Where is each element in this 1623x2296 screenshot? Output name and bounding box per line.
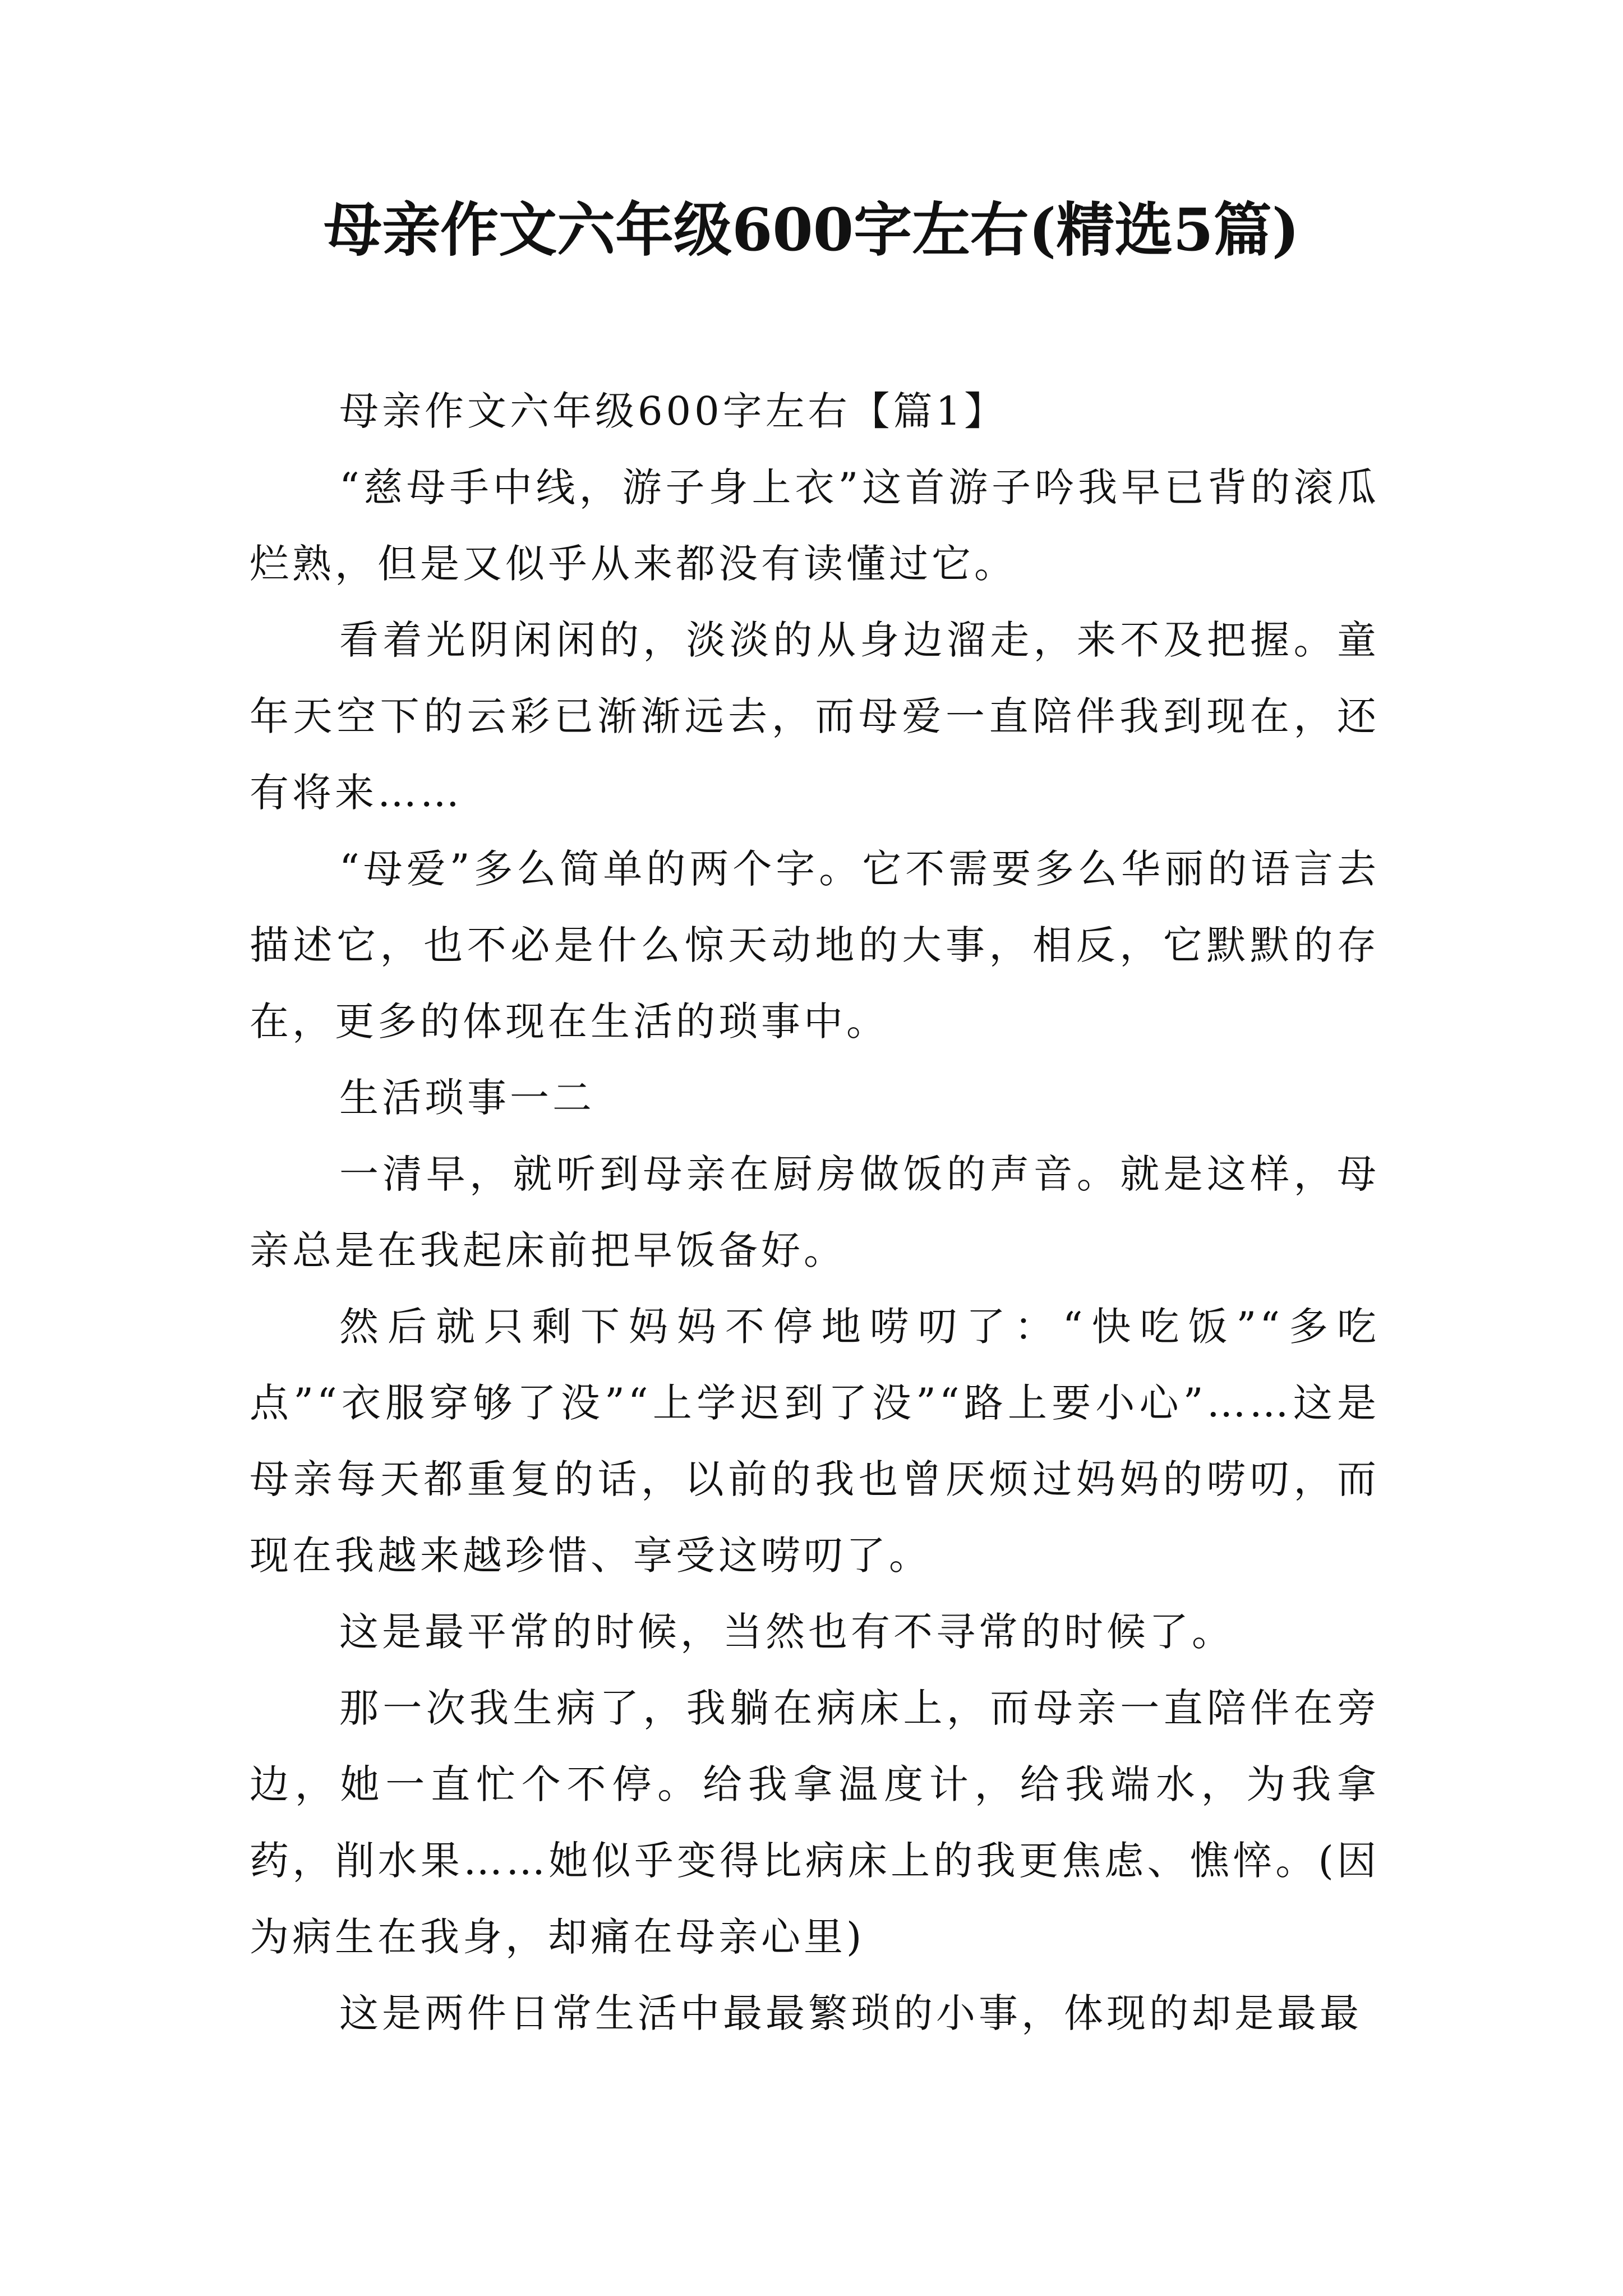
paragraph: 然后就只剩下妈妈不停地唠叨了：“快吃饭”“多吃点”“衣服穿够了没”“上学迟到了没”“路上要小心”……这是母亲每天都重复的话，以前的我也曾厌烦过妈妈的唠叨，而现在我越来越珍惜、享受这唠叨了。 [250,1304,1380,1579]
paragraph: “母爱”多么简单的两个字。它不需要多么华丽的语言去描述它，也不必是什么惊天动地的大事，相反，它默默的存在，更多的体现在生活的琐事中。 [250,846,1380,1045]
paragraph: 那一次我生病了，我躺在病床上，而母亲一直陪伴在旁边，她一直忙个不停。给我拿温度计，给我端水，为我拿药，削水果……她似乎变得比病床上的我更焦虑、憔悴。(因为病生在我身，却痛在母亲心里) [250,1685,1380,1960]
paragraph: “慈母手中线，游子身上衣”这首游子吟我早已背的滚瓜烂熟，但是又似乎从来都没有读懂过它。 [250,464,1380,587]
paragraph: 这是两件日常生活中最最繁琐的小事，体现的却是最最 [339,1990,1362,2036]
paragraph: 这是最平常的时候，当然也有不寻常的时候了。 [339,1609,1234,1655]
paragraph: 看着光阴闲闲的，淡淡的从身边溜走，来不及把握。童年天空下的云彩已渐渐远去，而母爱一直陪伴我到现在，还有将来…… [250,617,1380,816]
paragraph: 一清早，就听到母亲在厨房做饭的声音。就是这样，母亲总是在我起床前把早饭备好。 [250,1151,1380,1273]
paragraph-subheading: 生活琐事一二 [339,1075,595,1121]
document-title: 母亲作文六年级600字左右(精选5篇) [324,195,1299,264]
document-body [250,373,1380,2051]
paragraph-section-heading: 母亲作文六年级600字左右【篇1】 [339,388,1007,434]
